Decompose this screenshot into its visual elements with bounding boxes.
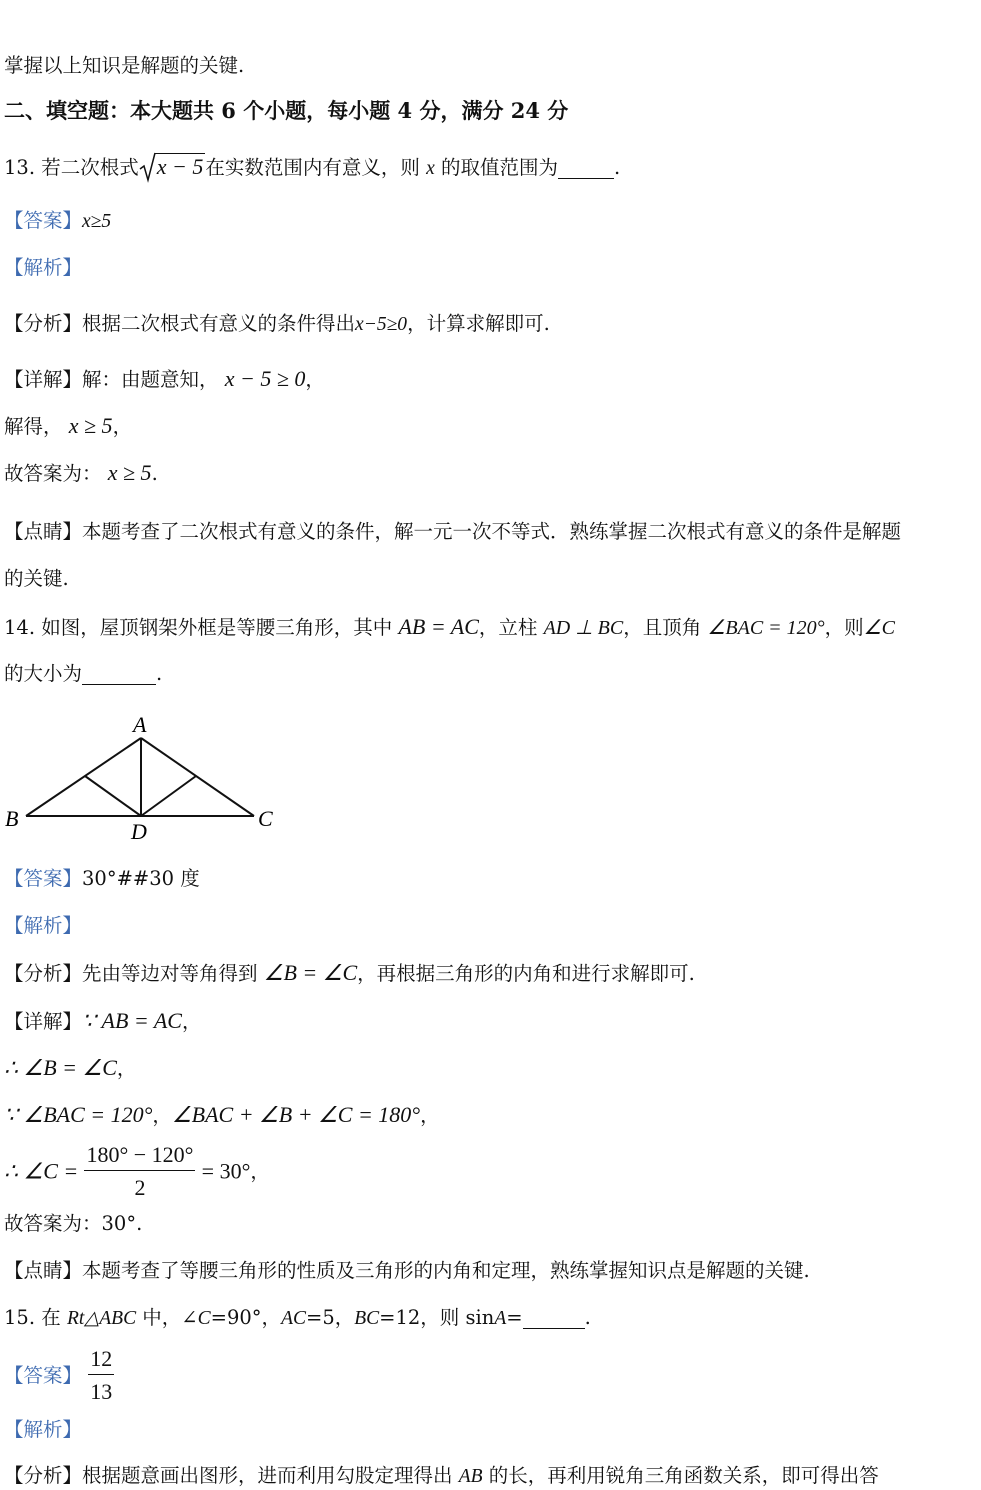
q13-detail-3-math: x ≥ 5 [107, 460, 152, 485]
q14-detail-4-lhs: ∴ ∠C = [4, 1158, 79, 1184]
label-a: A [133, 712, 147, 737]
question-15 [4, 1308, 591, 1329]
q15-text-d: =5， [305, 1306, 355, 1329]
answer-tag: 【答案】 [4, 209, 83, 232]
q13-detail-3-end: . [151, 462, 158, 485]
q14-detail-3-end: ， [420, 1104, 440, 1127]
q14-math-3: ∠BAC = 120° [707, 617, 825, 639]
q14-detail-2-end: ， [116, 1057, 137, 1080]
q13-detail-2 [4, 415, 132, 437]
q13-text-b: 在实数范围内有意义，则 [205, 156, 420, 179]
q13-detail-2-end: ， [112, 415, 133, 438]
analysis-tag: 【解析】 [4, 914, 83, 937]
q15-fenxi-text: 根据题意画出图形，进而利用勾股定理得出 [82, 1464, 453, 1487]
q14-text-c: ，且顶角 [623, 616, 702, 639]
q15-text-e: =12，则 sin [379, 1306, 495, 1329]
answer-tag: 【答案】 [4, 1364, 83, 1388]
q15-ac: AC [281, 1308, 306, 1329]
q14-detail-1-math: ∵ AB = AC [82, 1008, 182, 1033]
q13-detail-1-text: 解：由题意知， [82, 368, 219, 391]
q14-detail-4 [4, 1142, 270, 1202]
q13-detail-1 [4, 368, 325, 390]
q13-answer-line [4, 211, 111, 232]
roof-truss-figure [0, 708, 300, 848]
q14-dianjing-text: 本题考查了等腰三角形的性质及三角形的内角和定理，熟练掌握知识点是解题的关键. [82, 1259, 810, 1282]
q14-fenxi-math: ∠B = ∠C [263, 960, 358, 985]
right-brace [141, 776, 196, 816]
q13-fenxi-math: x−5≥0 [355, 314, 408, 335]
q15-triangle: Rt△ABC [66, 1308, 137, 1329]
q15-answer-fraction [88, 1346, 114, 1406]
q13-detail-2-text: 解得， [4, 415, 63, 438]
section-title: 二、填空题：本大题共 6 个小题，每小题 4 分，满分 24 分 [4, 98, 569, 123]
fenxi-tag: 【分析】 [4, 312, 83, 335]
q13-var: x [426, 158, 435, 179]
q14-math-4: ∠C [863, 617, 895, 639]
xiangjie-tag: 【详解】 [4, 368, 83, 391]
q13-detail-3 [4, 462, 158, 484]
q13-end: . [613, 156, 621, 179]
analysis-tag: 【解析】 [4, 256, 83, 279]
continued-text: 掌握以上知识是解题的关键. [4, 54, 245, 77]
q14-answer: 30°##30 度 [82, 867, 200, 890]
q15-text-b: 中，∠ [142, 1306, 198, 1329]
dianjing-tag: 【点睛】 [4, 1259, 83, 1282]
q14-fenxi-text-b: ，再根据三角形的内角和进行求解即可. [357, 962, 695, 985]
q13-dianjing-2: 的关键. [4, 567, 69, 590]
label-d: D [131, 819, 147, 844]
q14-fenxi [4, 962, 695, 984]
q14-detail-4-end: ， [250, 1160, 270, 1184]
q14-math-1: AB = AC [398, 614, 479, 639]
q15-blank [523, 1308, 585, 1329]
q13-text-a: 若二次根式 [41, 156, 139, 179]
q13-detail-1-end: ， [305, 368, 325, 391]
fenxi-tag: 【分析】 [4, 962, 83, 985]
q14-detail-3-math-a: ∵ ∠BAC = 120° [4, 1102, 153, 1127]
label-c: C [258, 806, 273, 831]
q13-detail-1-math: x − 5 ≥ 0 [224, 366, 306, 391]
q14-text-a: 如图，屋顶钢架外框是等腰三角形，其中 [41, 616, 393, 639]
q13-detail-2-math: x ≥ 5 [68, 413, 113, 438]
q15-text-f: = [506, 1306, 523, 1329]
q15-fenxi [4, 1466, 879, 1487]
dianjing-tag: 【点睛】 [4, 520, 83, 543]
q14-detail-3-math-b: ∠BAC + ∠B + ∠C = 180° [171, 1102, 421, 1127]
q14-end: . [156, 662, 163, 685]
q14-text-b: ，立柱 [478, 616, 538, 639]
q15-answer-denominator: 13 [90, 1379, 113, 1405]
q13-fenxi [4, 314, 550, 335]
fenxi-tag: 【分析】 [4, 1464, 83, 1487]
q13-dianjing-1 [4, 522, 901, 542]
left-brace [85, 776, 141, 816]
q14-detail-3 [4, 1104, 440, 1126]
q14-number: 14. [4, 616, 36, 639]
q14-detail-2 [4, 1057, 136, 1079]
q14-detail-5: 故答案为：30°. [4, 1212, 143, 1235]
q14-detail-3-sep: ， [152, 1104, 172, 1127]
q13-radicand: x − 5 [156, 154, 204, 179]
q13-blank [558, 158, 614, 179]
q14-blank [82, 664, 156, 685]
q14-detail-1-end: ， [181, 1010, 202, 1033]
q15-bc: BC [354, 1308, 380, 1329]
q14-line-2-text: 的大小为 [4, 662, 83, 685]
q15-text-a: 在 [41, 1306, 61, 1329]
q14-fraction-denominator: 2 [134, 1175, 146, 1201]
q15-fenxi-ab: AB [458, 1466, 483, 1487]
q14-line-2 [4, 664, 162, 685]
radical-sign-icon [139, 151, 157, 183]
analysis-tag: 【解析】 [4, 1418, 83, 1441]
q15-answer-numerator: 12 [88, 1346, 114, 1375]
q15-fenxi-text-b: 的长，再利用锐角三角函数关系，即可得出答 [488, 1464, 879, 1487]
q15-end: . [584, 1306, 591, 1329]
q14-fenxi-text: 先由等边对等角得到 [82, 962, 258, 985]
q13-number: 13. [4, 156, 36, 179]
q13-fenxi-text: 根据二次根式有意义的条件得出 [82, 312, 356, 335]
q14-text-d: ，则 [824, 616, 864, 639]
q15-angle-c: C [197, 1308, 211, 1329]
answer-tag: 【答案】 [4, 867, 83, 890]
q14-dianjing [4, 1261, 810, 1281]
question-13 [4, 153, 620, 179]
q14-fraction-numerator: 180° − 120° [84, 1142, 195, 1171]
q14-detail-2-math: ∴ ∠B = ∠C [4, 1055, 117, 1080]
q13-dianjing-text: 本题考查了二次根式有意义的条件，解一元一次不等式．熟练掌握二次根式有意义的条件是解题 [82, 520, 902, 543]
label-b: B [5, 806, 19, 831]
q15-number: 15. [4, 1306, 36, 1329]
question-14 [4, 616, 895, 638]
q13-answer: x≥5 [82, 211, 112, 232]
q14-detail-1 [4, 1010, 201, 1032]
q13-text-c: 的取值范围为 [440, 156, 558, 179]
q13-fenxi-text-b: ，计算求解即可. [407, 312, 550, 335]
q15-a: A [494, 1308, 507, 1329]
q14-math-2: AD ⊥ BC [543, 617, 624, 639]
q15-answer-line [4, 1346, 114, 1406]
q15-text-c: =90°， [210, 1306, 282, 1329]
q14-answer-line [4, 869, 200, 889]
q14-detail-4-rhs: = 30° [201, 1158, 251, 1184]
q13-detail-3-text: 故答案为： [4, 462, 102, 485]
xiangjie-tag: 【详解】 [4, 1010, 83, 1033]
q13-sqrt [139, 153, 206, 178]
q14-fraction [84, 1142, 195, 1202]
